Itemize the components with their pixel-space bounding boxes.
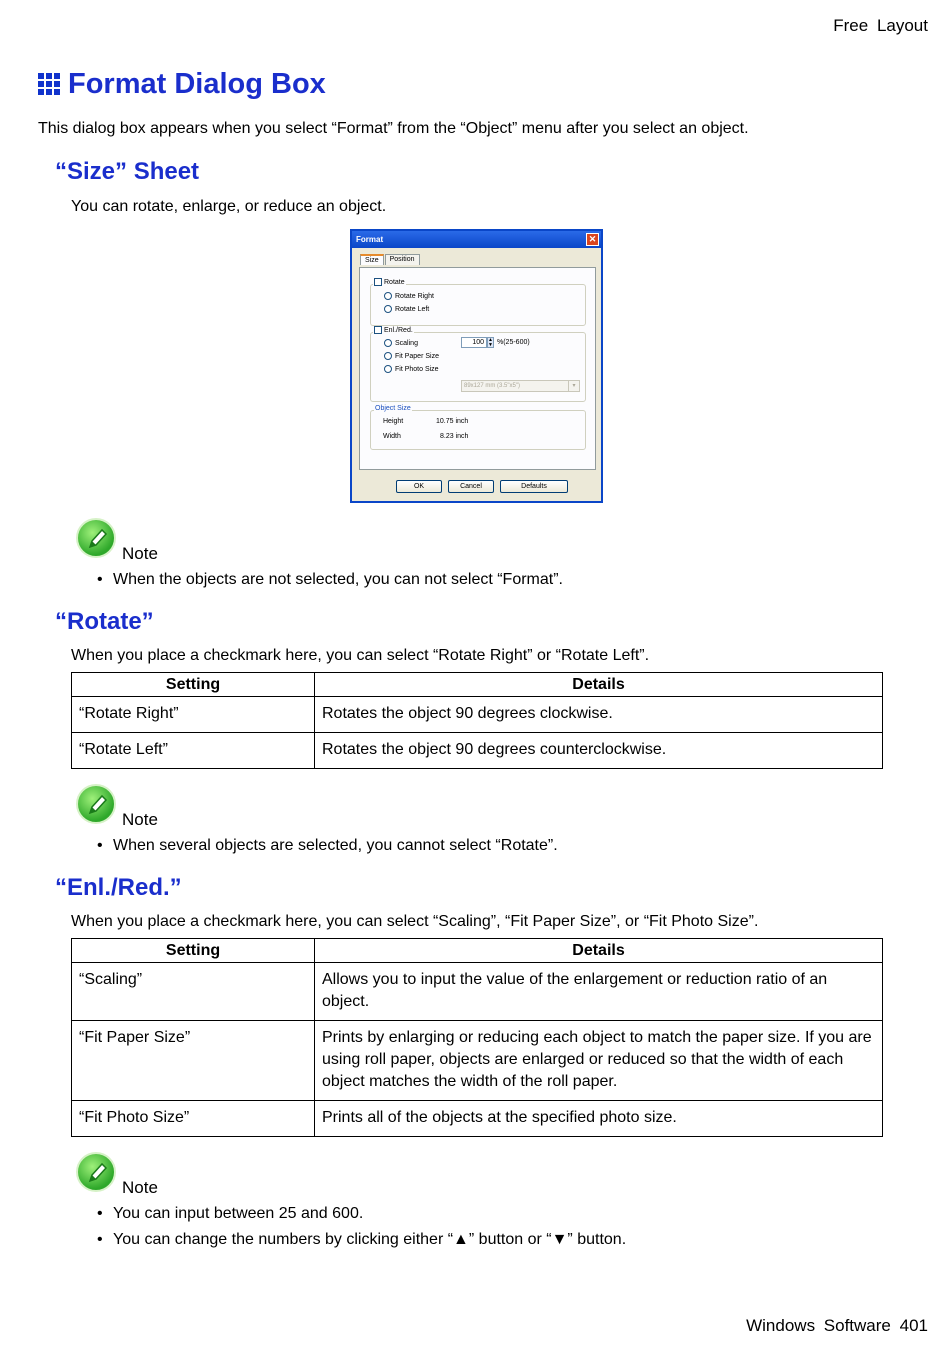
rotate-heading: “Rotate” xyxy=(55,608,154,635)
stepper-arrows-icon[interactable]: ▲ ▼ xyxy=(488,337,493,348)
chevron-down-icon: ▾ xyxy=(568,381,579,391)
photo-size-select[interactable]: 89x127 mm (3.5"x5") ▾ xyxy=(461,380,580,392)
details-cell: Allows you to input the value of the enlargement or reduction ratio of an object. xyxy=(315,963,883,1021)
column-header-details: Details xyxy=(315,939,883,963)
page-title-text: Format Dialog Box xyxy=(68,68,326,100)
height-label: Height xyxy=(383,418,404,425)
enlred-table xyxy=(71,938,883,1137)
width-label: Width xyxy=(383,433,401,440)
table-row xyxy=(72,1101,883,1137)
cancel-button[interactable]: Cancel xyxy=(448,480,494,493)
list-item: • When several objects are selected, you cannot select “Rotate”. xyxy=(97,837,558,854)
scaling-input[interactable]: 100 xyxy=(461,337,487,348)
note-label: Note xyxy=(122,544,158,563)
table-header-row xyxy=(72,939,883,963)
rotate-left-radio[interactable]: Rotate Left xyxy=(384,305,429,313)
setting-cell: “Fit Paper Size” xyxy=(72,1021,315,1101)
fit-paper-radio[interactable]: Fit Paper Size xyxy=(384,352,439,360)
table-row xyxy=(72,963,883,1021)
rotate-right-radio[interactable]: Rotate Right xyxy=(384,292,434,300)
table-row xyxy=(72,733,883,769)
table-row xyxy=(72,1021,883,1101)
scaling-radio[interactable]: Scaling xyxy=(384,339,418,347)
enlred-checkbox[interactable]: Enl./Red. xyxy=(373,326,414,334)
intro-text: This dialog box appears when you select “Format” from the “Object” menu after you select an object. xyxy=(38,120,749,137)
footer-section: Windows Software xyxy=(746,1316,891,1335)
grid-icon xyxy=(38,73,62,97)
enlred-heading: “Enl./Red.” xyxy=(55,874,182,901)
running-header: Free Layout xyxy=(833,16,928,35)
object-size-label: Object Size xyxy=(375,405,411,412)
column-header-setting: Setting xyxy=(72,939,315,963)
size-tab-panel xyxy=(359,267,596,470)
setting-cell: “Rotate Right” xyxy=(72,697,315,733)
page-number: 401 xyxy=(899,1316,928,1335)
rotate-description: When you place a checkmark here, you can select “Rotate Right” or “Rotate Left”. xyxy=(71,647,650,664)
running-footer xyxy=(746,1316,928,1336)
details-cell: Rotates the object 90 degrees counterclockwise. xyxy=(315,733,883,769)
note-label: Note xyxy=(122,1178,158,1197)
table-header-row xyxy=(72,673,883,697)
details-cell: Rotates the object 90 degrees clockwise. xyxy=(315,697,883,733)
object-size-group xyxy=(370,410,586,450)
size-sheet-description: You can rotate, enlarge, or reduce an object. xyxy=(71,198,387,215)
width-value: 8.23 inch xyxy=(440,433,469,440)
list-item: • When the objects are not selected, you can not select “Format”. xyxy=(97,571,563,588)
ok-button[interactable]: OK xyxy=(396,480,442,493)
fit-photo-radio[interactable]: Fit Photo Size xyxy=(384,365,439,373)
details-cell: Prints by enlarging or reducing each object to match the paper size. If you are using roll paper, objects are enlarged or reduced so that the width of each object matches the width of the roll paper. xyxy=(315,1021,883,1101)
dialog-tabs xyxy=(360,254,421,265)
height-value: 10.75 inch xyxy=(436,418,469,425)
rotate-table xyxy=(71,672,883,769)
setting-cell: “Scaling” xyxy=(72,963,315,1021)
size-sheet-heading: “Size” Sheet xyxy=(55,158,200,185)
dialog-titlebar xyxy=(352,231,601,248)
table-row xyxy=(72,697,883,733)
tab-size[interactable]: Size xyxy=(360,254,384,265)
list-item: • You can change the numbers by clicking either “▲” button or “▼” button. xyxy=(97,1231,627,1248)
details-cell: Prints all of the objects at the specified photo size. xyxy=(315,1101,883,1137)
page-title xyxy=(38,68,326,101)
setting-cell: “Fit Photo Size” xyxy=(72,1101,315,1137)
note-pencil-icon xyxy=(76,518,116,558)
close-icon[interactable]: ✕ xyxy=(586,233,599,246)
setting-cell: “Rotate Left” xyxy=(72,733,315,769)
column-header-setting: Setting xyxy=(72,673,315,697)
format-dialog xyxy=(350,229,603,503)
column-header-details: Details xyxy=(315,673,883,697)
note-pencil-icon xyxy=(76,1152,116,1192)
scaling-stepper[interactable] xyxy=(461,337,530,348)
enlred-description: When you place a checkmark here, you can select “Scaling”, “Fit Paper Size”, or “Fit Photo Size”. xyxy=(71,913,759,930)
list-item: • You can input between 25 and 600. xyxy=(97,1205,364,1222)
defaults-button[interactable]: Defaults xyxy=(500,480,568,493)
tab-position[interactable]: Position xyxy=(385,254,420,265)
note-label: Note xyxy=(122,810,158,829)
note-pencil-icon xyxy=(76,784,116,824)
rotate-checkbox[interactable]: Rotate xyxy=(373,278,406,286)
scaling-range: %(25-600) xyxy=(497,339,530,346)
dialog-title: Format xyxy=(356,235,384,244)
